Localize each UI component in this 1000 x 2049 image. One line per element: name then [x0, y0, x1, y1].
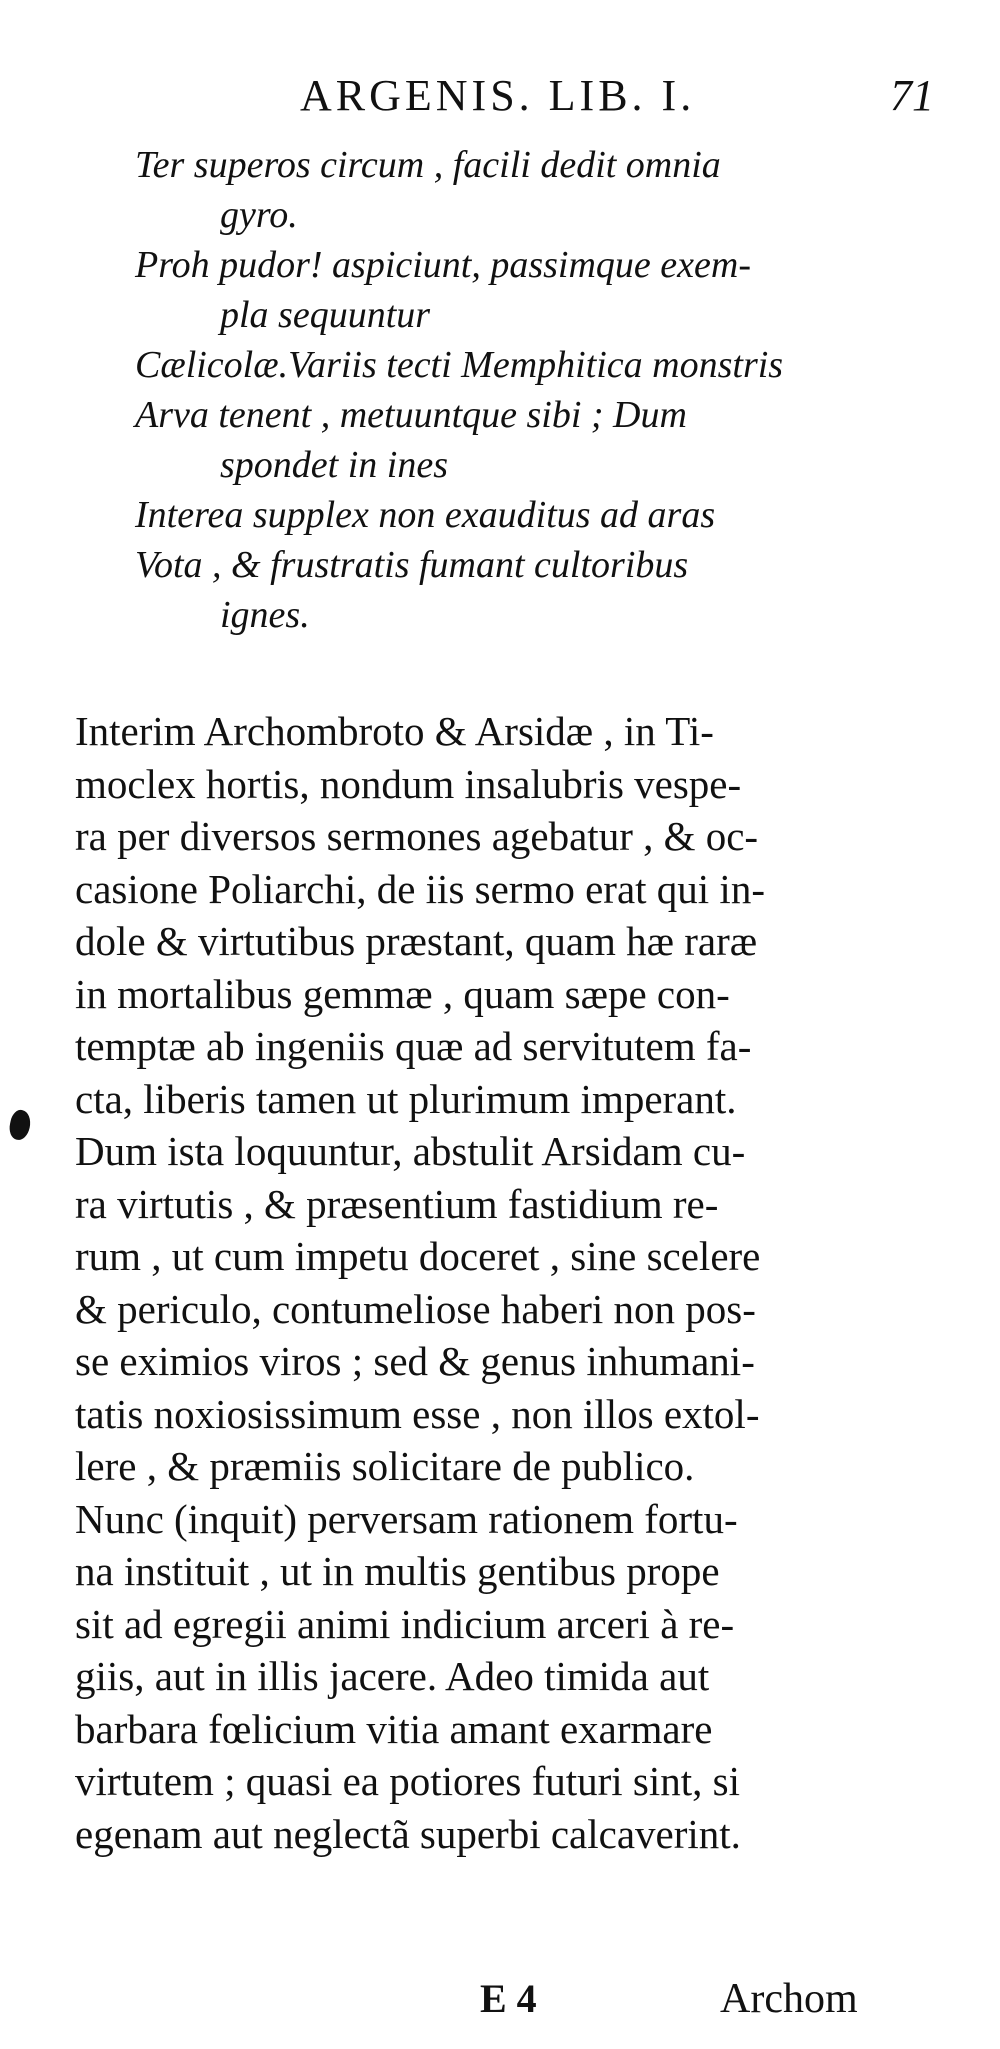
page-header	[0, 60, 1000, 140]
prose-line: & periculo, contumeliose haberi non pos-	[75, 1285, 756, 1332]
poem-block	[135, 140, 975, 640]
poem-line: Vota , & frustratis fumant cultoribus	[135, 544, 689, 586]
prose-line: Dum ista loquuntur, abstulit Arsidam cu-	[75, 1128, 746, 1174]
prose-line: rum , ut cum impetu doceret , sine scelere	[75, 1233, 761, 1279]
prose-line: cta, liberis tamen ut plurimum imperant.	[75, 1075, 737, 1122]
prose-line: moclex hortis, nondum insalubris vespe-	[75, 760, 742, 807]
prose-line: ra per diversos sermones agebatur , & oc-	[75, 813, 759, 859]
poem-line: Interea supplex non exauditus ad aras	[135, 494, 716, 536]
prose-line: temptæ ab ingeniis quæ ad servitutem fa-	[75, 1023, 752, 1069]
page-number: 71	[890, 71, 934, 120]
page-footer	[0, 1975, 1000, 2035]
prose-line: virtutem ; quasi ea potiores futuri sint, si	[75, 1758, 741, 1804]
poem-line: pla sequuntur	[220, 294, 431, 336]
prose-line: dole & virtutibus præstant, quam hæ raræ	[75, 918, 758, 964]
poem-line: spondet in ines	[220, 444, 448, 486]
prose-line: Interim Archombroto & Arsidæ , in Ti-	[75, 708, 714, 754]
poem-line: gyro.	[220, 194, 298, 236]
prose-block	[75, 705, 935, 1860]
prose-line: lere , & præmiis solicitare de publico.	[75, 1443, 695, 1489]
prose-line: ra virtutis , & præsentium fastidium re-	[75, 1180, 719, 1227]
prose-line: in mortalibus gemmæ , quam sæpe con-	[75, 970, 730, 1017]
prose-line: sit ad egregii animi indicium arceri à re-	[75, 1600, 735, 1647]
poem-line: Arva tenent , metuuntque sibi ; Dum	[135, 394, 687, 436]
prose-line: se eximios viros ; sed & genus inhumani-	[75, 1338, 755, 1384]
prose-line: barbara fœlicium vitia amant exarmare	[75, 1705, 713, 1752]
prose-line: Nunc (inquit) perversam rationem fortu-	[75, 1495, 738, 1542]
ink-blot-mark	[7, 1108, 33, 1142]
prose-line: egenam aut neglectã superbi calcaverint.	[75, 1810, 741, 1857]
prose-line: na instituit , ut in multis gentibus prope	[75, 1548, 720, 1594]
poem-line: Cælicolæ.Variis tecti Memphitica monstris	[135, 344, 784, 386]
prose-line: tatis noxiosissimum esse , non illos extol-	[75, 1390, 760, 1437]
catchword: Archom	[720, 1976, 858, 2022]
poem-line: Proh pudor! aspiciunt, passimque exem-	[135, 244, 751, 286]
prose-line: giis, aut in illis jacere. Adeo timida aut	[75, 1653, 710, 1699]
poem-line: ignes.	[220, 594, 310, 636]
running-head: ARGENIS. LIB. I.	[300, 71, 696, 120]
poem-line: Ter superos circum , facili dedit omnia	[135, 144, 721, 186]
prose-line: casione Poliarchi, de iis sermo erat qui in-	[75, 865, 765, 912]
signature-mark: E 4	[480, 1976, 537, 2021]
